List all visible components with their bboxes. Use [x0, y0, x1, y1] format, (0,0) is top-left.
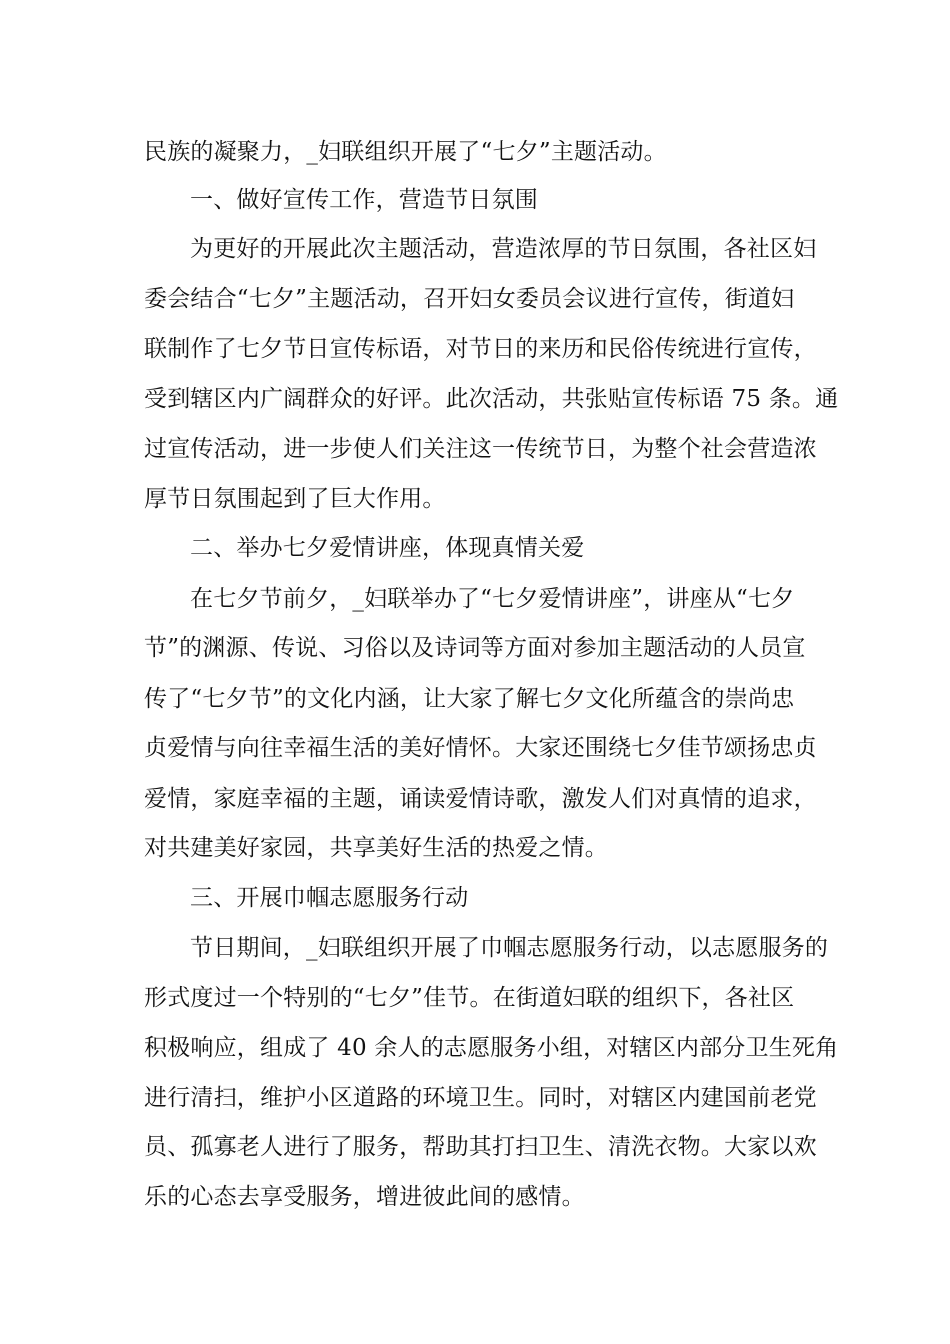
paragraph-line: 在七夕节前夕，_妇联举办了“七夕爱情讲座”，讲座从“七夕 [190, 586, 795, 612]
paragraph-line: 联制作了七夕节日宣传标语，对节日的来历和民俗传统进行宣传， [144, 336, 817, 362]
section-heading-2: 二、举办七夕爱情讲座，体现真情关爱 [190, 535, 585, 561]
paragraph-line: 受到辖区内广阔群众的好评。此次活动，共张贴宣传标语 75 条。通 [144, 386, 839, 412]
paragraph-line: 乐的心态去享受服务，增进彼此间的感情。 [144, 1184, 585, 1210]
paragraph-line: 员、孤寡老人进行了服务，帮助其打扫卫生、清洗衣物。大家以欢 [144, 1134, 817, 1160]
paragraph-line: 委会结合“七夕”主题活动，召开妇女委员会议进行宣传，街道妇 [144, 286, 795, 312]
paragraph-continuation: 民族的凝聚力，_妇联组织开展了“七夕”主题活动。 [144, 139, 667, 165]
section-heading-1: 一、做好宣传工作，营造节日氛围 [190, 187, 538, 213]
paragraph-line: 节”的渊源、传说、习俗以及诗词等方面对参加主题活动的人员宣 [144, 635, 806, 661]
paragraph-line: 传了“七夕节”的文化内涵，让大家了解七夕文化所蕴含的崇尚忠 [144, 686, 795, 712]
paragraph-line: 节日期间，_妇联组织开展了巾帼志愿服务行动，以志愿服务的 [190, 935, 829, 961]
paragraph-line: 对共建美好家园，共享美好生活的热爱之情。 [144, 835, 608, 861]
paragraph-line: 爱情，家庭幸福的主题，诵读爱情诗歌，激发人们对真情的追求， [144, 786, 817, 812]
paragraph-line: 进行清扫，维护小区道路的环境卫生。同时，对辖区内建国前老党 [144, 1085, 817, 1111]
paragraph-line: 为更好的开展此次主题活动，营造浓厚的节日氛围，各社区妇 [190, 236, 817, 262]
paragraph-line: 贞爱情与向往幸福生活的美好情怀。大家还围绕七夕佳节颂扬忠贞 [144, 735, 817, 761]
paragraph-line: 积极响应，组成了 40 余人的志愿服务小组，对辖区内部分卫生死角 [144, 1035, 839, 1061]
paragraph-line: 形式度过一个特别的“七夕”佳节。在街道妇联的组织下，各社区 [144, 985, 795, 1011]
paragraph-line: 过宣传活动，进一步使人们关注这一传统节日，为整个社会营造浓 [144, 436, 817, 462]
paragraph-line: 厚节日氛围起到了巨大作用。 [144, 486, 446, 512]
section-heading-3: 三、开展巾帼志愿服务行动 [190, 885, 469, 911]
